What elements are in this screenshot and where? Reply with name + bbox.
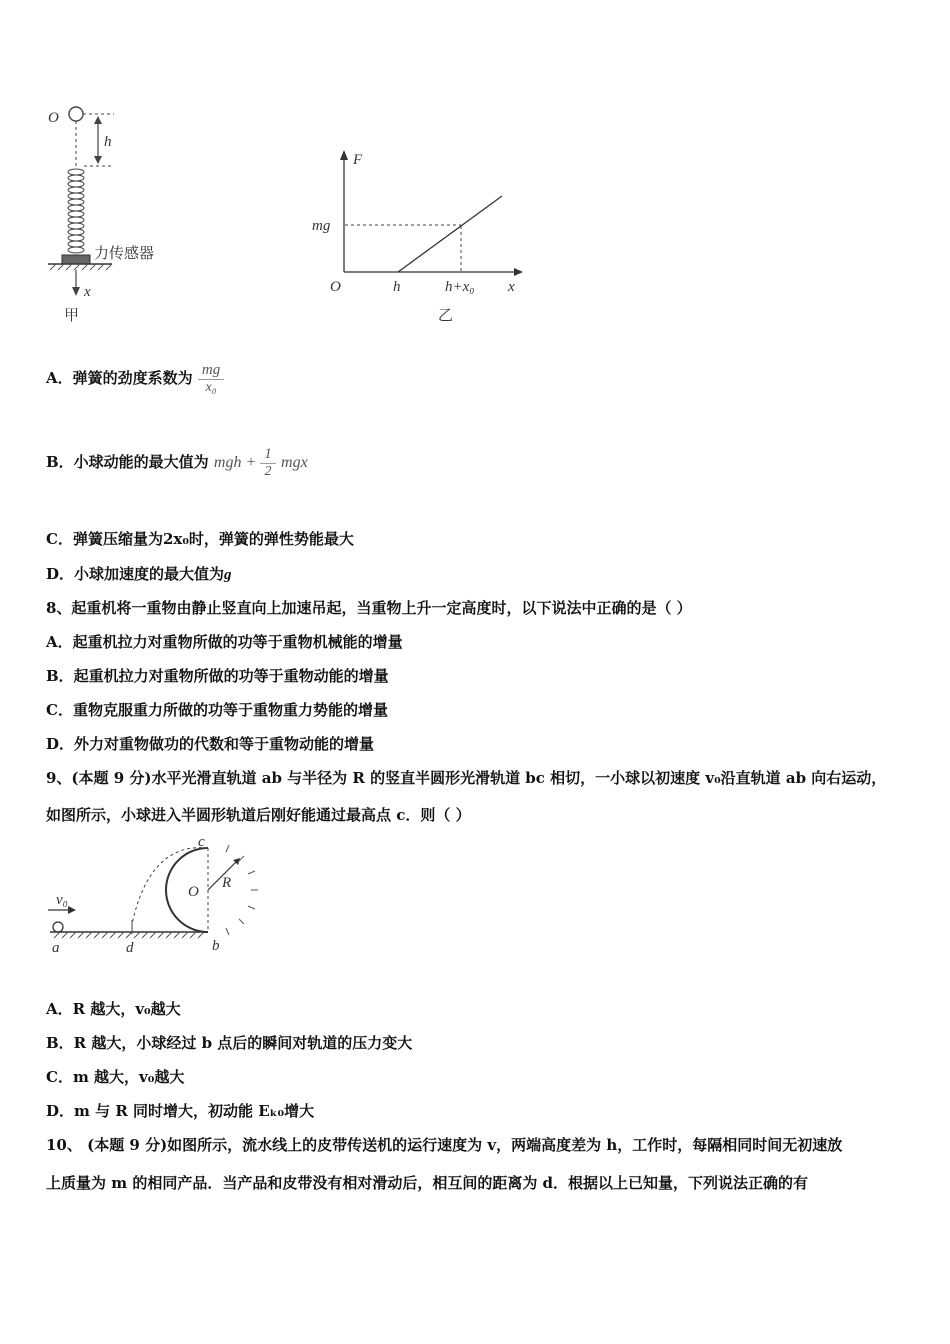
- label-x: x: [84, 284, 91, 300]
- label-r: R: [222, 875, 232, 891]
- q7-option-d: D．小球加速度的最大值为g: [46, 565, 232, 583]
- figure-yi: [312, 150, 523, 324]
- label-sensor: 力传感器: [94, 244, 155, 262]
- label-c: c: [198, 834, 205, 850]
- q9-option-d: D．m 与 R 同时增大，初动能 Eₖ₀增大: [46, 1102, 315, 1120]
- q9-stem-line2: 如图所示，小球进入半圆形轨道后刚好能通过最高点 c．则（ ）: [46, 806, 471, 824]
- fraction-half: $\frac{1}{2}$: [260, 446, 276, 480]
- label-h: h: [393, 279, 401, 295]
- ball: [69, 107, 83, 121]
- label-mg: mg: [312, 218, 331, 234]
- figure-spring-force: [40, 98, 530, 333]
- label-o: O: [48, 110, 59, 126]
- label-origin: O: [330, 279, 341, 295]
- label-h-x0: h+x₀: [445, 279, 475, 295]
- figure-jia: [48, 107, 154, 324]
- q8-option-c: C．重物克服重力所做的功等于重物重力势能的增量: [46, 701, 388, 719]
- caption-yi: 乙: [438, 306, 454, 324]
- q10-stem-line1: 10、 (本题 9 分)如图所示，流水线上的皮带传送机的运行速度为 v，两端高度差为 h，工作时，每隔相同时间无初速放: [46, 1136, 843, 1154]
- q8-option-d: D．外力对重物做功的代数和等于重物动能的增量: [46, 735, 375, 753]
- ball: [53, 922, 63, 932]
- q9-stem-line1: 9、(本题 9 分)水平光滑直轨道 ab 与半径为 R 的竖直半圆形光滑轨道 bc 相切，一小球以初速度 v₀沿直轨道 ab 向右运动，: [46, 769, 887, 787]
- spring: [68, 169, 84, 253]
- label-x: x: [508, 279, 515, 295]
- q9-option-b: B．R 越大，小球经过 b 点后的瞬间对轨道的压力变大: [46, 1034, 413, 1052]
- force-sensor: [62, 255, 90, 264]
- caption-jia: 甲: [64, 306, 80, 324]
- label-f: F: [353, 152, 363, 168]
- label-b: b: [212, 938, 220, 954]
- label-d: d: [126, 940, 134, 956]
- label-o: O: [188, 884, 199, 900]
- q7-option-c: C．弹簧压缩量为2x₀时，弹簧的弹性势能最大: [46, 530, 354, 548]
- label-a: a: [52, 940, 60, 956]
- q10-stem-line2: 上质量为 m 的相同产品．当产品和皮带没有相对滑动后，相互间的距离为 d．根据以上已知量，下列说法正确的有: [46, 1174, 809, 1192]
- q8-option-a: A．起重机拉力对重物所做的功等于重物机械能的增量: [46, 633, 403, 651]
- label-h: h: [104, 134, 112, 150]
- q7-option-b: B．小球动能的最大值为 mgh + $\frac{1}{2}$ mgx: [46, 446, 308, 479]
- q9-option-a: A．R 越大，v₀越大: [46, 1000, 181, 1018]
- force-line: [398, 196, 502, 272]
- q8-stem: 8、起重机将一重物由静止竖直向上加速吊起，当重物上升一定高度时，以下说法中正确的是（ ）: [46, 599, 692, 617]
- q9-option-c: C．m 越大，v₀越大: [46, 1068, 185, 1086]
- q7-option-a: A．弹簧的劲度系数为 $\frac{mg}{\text{x₀}}$: [46, 362, 224, 396]
- label-v0: v₀: [56, 892, 68, 908]
- figure-semicircle-track: [40, 832, 270, 962]
- fraction-mg-x0: $\frac{mg}{\text{x₀}}$: [198, 362, 224, 396]
- semicircle: [166, 848, 208, 932]
- q8-option-b: B．起重机拉力对重物所做的功等于重物动能的增量: [46, 667, 389, 685]
